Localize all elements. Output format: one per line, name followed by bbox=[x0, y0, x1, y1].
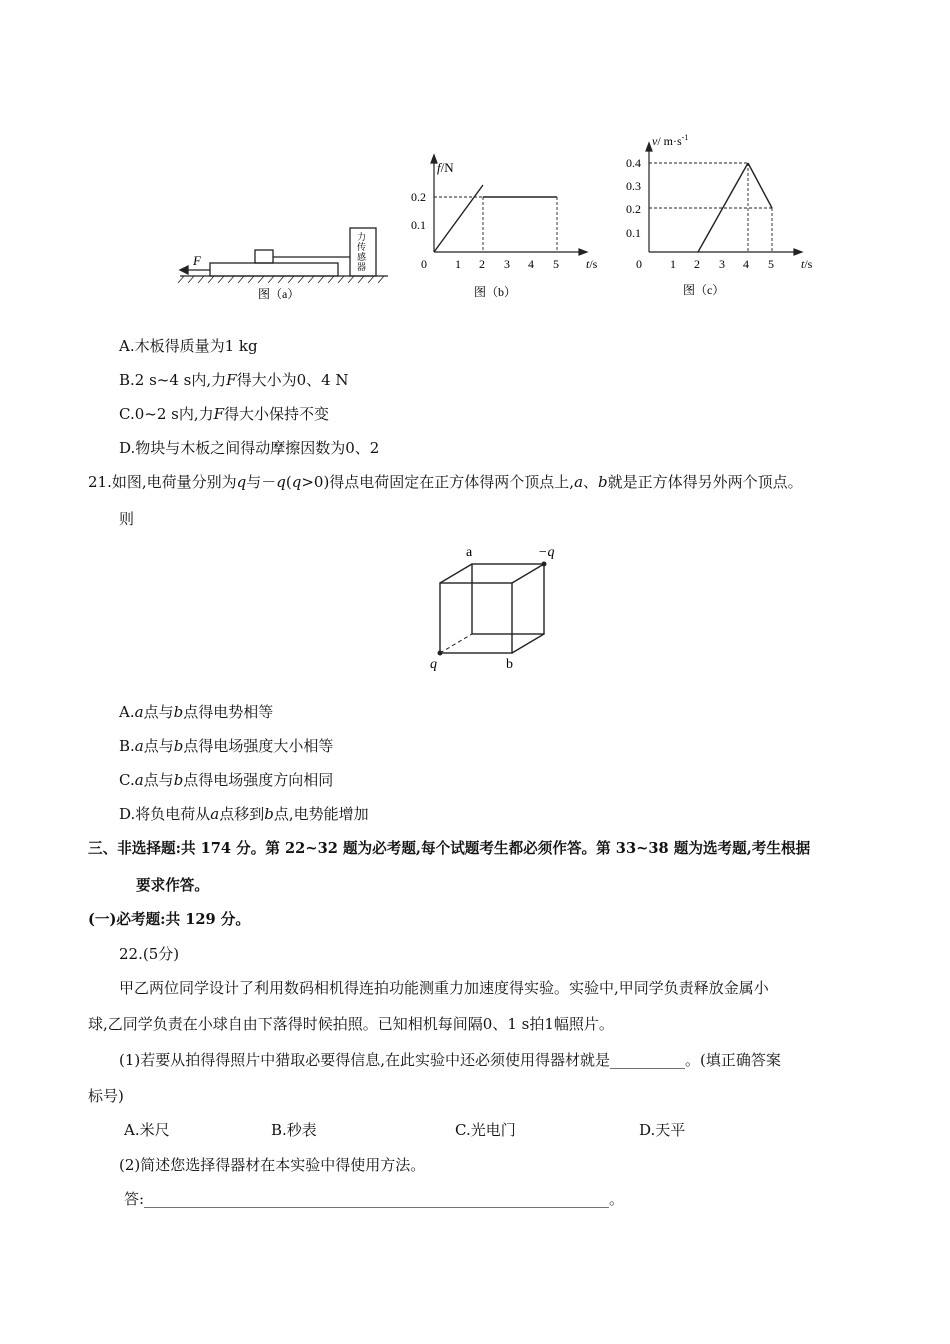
b-xtick-2: 2 bbox=[479, 257, 485, 271]
q20-option-c: C.0~2 s内,力F得大小保持不变 bbox=[119, 405, 330, 423]
q22-intro-1: 甲乙两位同学设计了利用数码相机得连拍功能测重力加速度得实验。实验中,甲同学负责释放金属小 bbox=[119, 979, 769, 997]
b-ylabel: f/N bbox=[437, 160, 454, 175]
q22-option-a: A.米尺 bbox=[124, 1121, 170, 1139]
c-xlabel: t/s bbox=[801, 257, 813, 271]
section3-heading: 三、非选择题:共 174 分。第 22~32 题为必考题,每个试题考生都必须作答。第 33~38 题为选考题,考生根据 bbox=[88, 840, 811, 857]
c-xtick-2: 2 bbox=[694, 257, 700, 271]
cube-label-neg-q: −q bbox=[538, 545, 555, 560]
b-xtick-1: 1 bbox=[455, 257, 461, 271]
sensor-char-3: 感 bbox=[357, 252, 367, 262]
caption-b: 图（b） bbox=[474, 285, 517, 299]
q22-option-d: D.天平 bbox=[639, 1121, 686, 1139]
block bbox=[255, 250, 273, 263]
cube-label-b: b bbox=[506, 657, 513, 672]
b-ytick-01: 0.1 bbox=[411, 218, 426, 232]
sensor-char-2: 传 bbox=[357, 242, 367, 252]
figure-b bbox=[431, 155, 587, 255]
q21-stem: 21.如图,电荷量分别为q与－q(q>0)得点电荷固定在正方体得两个顶点上,a、b就是正方体得另外两个顶点。 bbox=[88, 473, 803, 491]
caption-c: 图（c） bbox=[683, 283, 725, 297]
q20-option-a: A.木板得质量为1 kg bbox=[119, 337, 258, 355]
force-label-f: F bbox=[193, 253, 201, 268]
v-rise-line bbox=[698, 163, 748, 252]
sensor-char-4: 器 bbox=[357, 262, 367, 272]
section3-heading-cont: 要求作答。 bbox=[136, 877, 209, 894]
c-ytick-03: 0.3 bbox=[626, 179, 641, 193]
q21-option-a: A.a点与b点得电势相等 bbox=[119, 703, 274, 721]
cube-figure bbox=[410, 540, 590, 680]
caption-a: 图（a） bbox=[258, 287, 300, 301]
cube-label-a: a bbox=[466, 545, 473, 560]
c-xtick-3: 3 bbox=[719, 257, 725, 271]
physics-figure-top bbox=[0, 0, 950, 310]
q21-option-c: C.a点与b点得电场强度方向相同 bbox=[119, 771, 334, 789]
q22-part2: (2)简述您选择得器材在本实验中得使用方法。 bbox=[119, 1156, 426, 1174]
q20-option-d: D.物块与木板之间得动摩擦因数为0、2 bbox=[119, 439, 380, 457]
b-ytick-02: 0.2 bbox=[411, 190, 426, 204]
sensor-char-1: 力 bbox=[357, 232, 367, 242]
c-xtick-5: 5 bbox=[768, 257, 774, 271]
c-ytick-02: 0.2 bbox=[626, 202, 641, 216]
b-xtick-3: 3 bbox=[504, 257, 510, 271]
q21-option-d: D.将负电荷从a点移到b点,电势能增加 bbox=[119, 805, 369, 823]
q22-part1: (1)若要从拍得得照片中猎取必要得信息,在此实验中还必须使用得器材就是__________。(填正确答案 bbox=[119, 1051, 781, 1069]
q22-part1-cont: 标号) bbox=[88, 1087, 124, 1105]
q22-heading: 22.(5分) bbox=[119, 945, 180, 963]
c-ytick-04: 0.4 bbox=[626, 156, 641, 170]
f-rise-line bbox=[434, 185, 483, 252]
charge-neg-q-point bbox=[542, 562, 547, 567]
v-fall-line bbox=[748, 163, 772, 208]
c-ytick-01: 0.1 bbox=[626, 226, 641, 240]
b-xtick-5: 5 bbox=[553, 257, 559, 271]
c-xtick-0: 0 bbox=[636, 257, 642, 271]
charge-q-point bbox=[438, 651, 443, 656]
b-xtick-0: 0 bbox=[421, 257, 427, 271]
c-xtick-4: 4 bbox=[743, 257, 749, 271]
figure-c bbox=[646, 143, 802, 255]
b-xtick-4: 4 bbox=[528, 257, 534, 271]
c-xtick-1: 1 bbox=[670, 257, 676, 271]
q22-option-b: B.秒表 bbox=[271, 1121, 317, 1139]
cube-label-q: q bbox=[430, 657, 437, 672]
q21-option-b: B.a点与b点得电场强度大小相等 bbox=[119, 737, 334, 755]
q22-intro-2: 球,乙同学负责在小球自由下落得时候拍照。已知相机每间隔0、1 s拍1幅照片。 bbox=[88, 1015, 614, 1033]
b-xlabel: t/s bbox=[586, 257, 598, 271]
q21-stem-cont: 则 bbox=[119, 510, 135, 528]
c-ylabel: v/ $m\cdot s^{-1}$ bbox=[652, 133, 689, 148]
q22-option-c: C.光电门 bbox=[455, 1121, 516, 1139]
section3-subheading: (一)必考题:共 129 分。 bbox=[88, 911, 250, 928]
q22-answer-line[interactable]: 答:______________________________________________________________。 bbox=[124, 1190, 625, 1208]
q20-option-b: B.2 s~4 s内,力F得大小为0、4 N bbox=[119, 371, 349, 389]
board bbox=[210, 263, 338, 276]
